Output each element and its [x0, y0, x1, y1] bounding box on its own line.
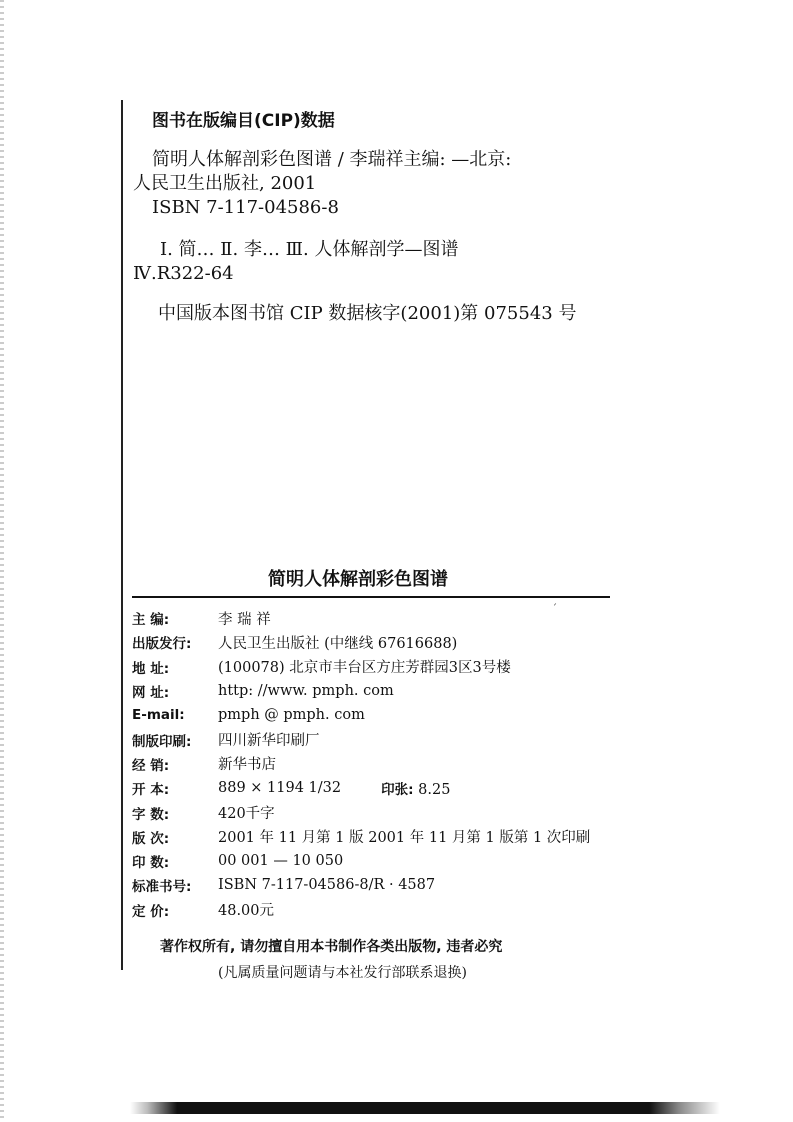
detail-row: [132, 800, 590, 824]
cip-line-5: Ⅳ.R322-64: [133, 263, 234, 284]
detail-label: 制版印刷:: [132, 733, 192, 750]
cip-line-4: Ⅰ. 简… Ⅱ. 李… Ⅲ. 人体解剖学—图谱: [160, 239, 459, 260]
tick-mark: ˊ: [552, 604, 557, 615]
detail-row: [132, 679, 590, 703]
detail-row: [132, 898, 590, 922]
detail-value: 新华书店: [218, 757, 276, 774]
detail-row: [132, 703, 590, 727]
book-title: 简明人体解剖彩色图谱: [268, 569, 448, 590]
detail-row: [132, 825, 590, 849]
title-rule: [132, 596, 610, 598]
detail-row: [132, 776, 590, 800]
details-list: [132, 606, 590, 922]
detail-extra-value: 8.25: [418, 782, 451, 799]
detail-extra-label: 印张:: [381, 782, 414, 799]
cip-line-3: ISBN 7-117-04586-8: [152, 197, 339, 218]
cip-line-2: 人民卫生出版社, 2001: [133, 173, 317, 194]
detail-value: 420千字: [218, 806, 275, 823]
scan-bottom-bar: [130, 1102, 720, 1114]
detail-label: 网 址:: [132, 685, 170, 702]
detail-label: 开 本:: [132, 782, 170, 799]
detail-row: [132, 606, 590, 630]
detail-value: (100078) 北京市丰台区方庄芳群园3区3号楼: [218, 660, 511, 677]
detail-value: 48.00元: [218, 903, 275, 920]
detail-row: [132, 873, 590, 897]
detail-row: [132, 630, 590, 654]
detail-value: 人民卫生出版社 (中继线 67616688): [218, 635, 458, 652]
detail-label: 地 址:: [132, 660, 170, 677]
detail-row: [132, 655, 590, 679]
detail-label: 字 数:: [132, 806, 170, 823]
detail-extra: [381, 778, 450, 798]
detail-value: 李 瑞 祥: [218, 611, 271, 628]
cip-line-6: 中国版本图书馆 CIP 数据核字(2001)第 075543 号: [158, 303, 577, 324]
detail-value: pmph @ pmph. com: [218, 707, 365, 724]
detail-label: 经 销:: [132, 757, 170, 774]
detail-label: 出版发行:: [132, 636, 192, 653]
cip-heading: 图书在版编目(CIP)数据: [152, 111, 335, 131]
detail-label: 主 编:: [132, 612, 170, 629]
detail-value: 889 × 1194 1/32: [218, 780, 342, 797]
return-note: (凡属质量问题请与本社发行部联系退换): [218, 965, 467, 981]
cip-line-1: 简明人体解剖彩色图谱 / 李瑞祥主编: —北京:: [152, 149, 512, 170]
detail-value: 四川新华印刷厂: [218, 733, 320, 750]
detail-value: http: //www. pmph. com: [218, 683, 394, 700]
detail-row: [132, 752, 590, 776]
detail-value: 00 001 — 10 050: [218, 853, 344, 870]
detail-label: 标准书号:: [132, 879, 192, 896]
scan-edge: [0, 0, 4, 1122]
detail-value: 2001 年 11 月第 1 版 2001 年 11 月第 1 版第 1 次印刷: [218, 830, 591, 847]
detail-label: E-mail:: [132, 707, 185, 724]
detail-label: 印 数:: [132, 855, 170, 872]
detail-row: [132, 727, 590, 751]
detail-value: ISBN 7-117-04586-8/R · 4587: [218, 877, 436, 894]
copyright-notice: 著作权所有, 请勿擅自用本书制作各类出版物, 违者必究: [160, 939, 503, 955]
detail-row: [132, 849, 590, 873]
detail-label: 版 次:: [132, 830, 170, 847]
margin-rule: [121, 100, 123, 970]
detail-label: 定 价:: [132, 903, 170, 920]
